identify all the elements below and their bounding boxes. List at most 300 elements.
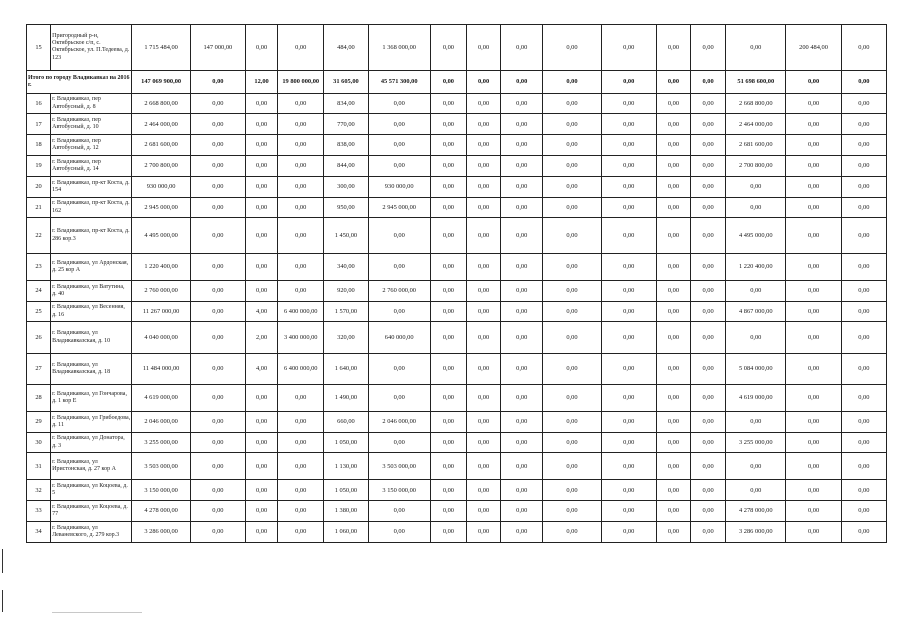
value-cell: 0,00: [656, 197, 690, 218]
scan-margin-mark: [2, 590, 3, 612]
table-row: [27, 25, 887, 71]
value-cell: 0,00: [430, 93, 466, 114]
value-cell: 0,00: [278, 384, 324, 411]
value-cell: 0,00: [466, 301, 500, 322]
value-cell: 0,00: [786, 93, 841, 114]
value-cell: 0,00: [430, 114, 466, 135]
value-cell: 0,00: [601, 176, 656, 197]
address-cell: г. Владикавказ, ул Грибоедова, д. 11: [51, 411, 132, 432]
value-cell: 0,00: [726, 25, 786, 71]
value-cell: 0,00: [246, 197, 278, 218]
value-cell: 770,00: [324, 114, 368, 135]
address-cell: г. Владикавказ, пер Автобусный, д. 14: [51, 156, 132, 177]
row-number: 19: [27, 156, 51, 177]
value-cell: 0,00: [786, 253, 841, 280]
value-cell: 0,00: [190, 93, 245, 114]
document-page: [26, 24, 887, 543]
table-row: [27, 197, 887, 218]
value-cell: 0,00: [190, 280, 245, 301]
value-cell: 0,00: [841, 301, 886, 322]
value-cell: 0,00: [430, 411, 466, 432]
value-cell: 200 484,00: [786, 25, 841, 71]
value-cell: 0,00: [656, 280, 690, 301]
value-cell: 0,00: [190, 501, 245, 522]
value-cell: 0,00: [691, 70, 726, 93]
value-cell: 0,00: [786, 156, 841, 177]
value-cell: 0,00: [501, 280, 543, 301]
value-cell: 2 760 000,00: [368, 280, 430, 301]
value-cell: 0,00: [786, 114, 841, 135]
value-cell: 0,00: [691, 176, 726, 197]
value-cell: 0,00: [278, 453, 324, 480]
value-cell: 0,00: [726, 480, 786, 501]
value-cell: 0,00: [190, 70, 245, 93]
value-cell: 0,00: [246, 218, 278, 253]
value-cell: 0,00: [466, 353, 500, 384]
value-cell: 6 400 000,00: [278, 301, 324, 322]
value-cell: 0,00: [691, 353, 726, 384]
value-cell: 0,00: [691, 301, 726, 322]
value-cell: 0,00: [601, 218, 656, 253]
value-cell: 0,00: [501, 384, 543, 411]
value-cell: 0,00: [841, 501, 886, 522]
value-cell: 0,00: [601, 114, 656, 135]
address-cell: г. Владикавказ, ул Весенняя, д. 16: [51, 301, 132, 322]
value-cell: 0,00: [246, 253, 278, 280]
table-row: [27, 322, 887, 353]
value-cell: 1 570,00: [324, 301, 368, 322]
value-cell: 0,00: [368, 253, 430, 280]
table-row: [27, 522, 887, 543]
value-cell: 2 760 000,00: [132, 280, 190, 301]
value-cell: 0,00: [543, 322, 601, 353]
value-cell: 844,00: [324, 156, 368, 177]
value-cell: 1 060,00: [324, 522, 368, 543]
value-cell: 0,00: [726, 322, 786, 353]
address-cell: г. Владикавказ, пр-кт Коста, д. 162: [51, 197, 132, 218]
value-cell: 0,00: [190, 353, 245, 384]
row-number: 21: [27, 197, 51, 218]
value-cell: 0,00: [430, 453, 466, 480]
scan-artifact-line: [52, 612, 142, 613]
value-cell: 0,00: [601, 197, 656, 218]
value-cell: 12,00: [246, 70, 278, 93]
value-cell: 0,00: [246, 156, 278, 177]
value-cell: 0,00: [841, 453, 886, 480]
value-cell: 0,00: [841, 522, 886, 543]
value-cell: 0,00: [501, 176, 543, 197]
value-cell: 0,00: [278, 411, 324, 432]
value-cell: 950,00: [324, 197, 368, 218]
value-cell: 0,00: [246, 384, 278, 411]
value-cell: 3 255 000,00: [132, 432, 190, 453]
value-cell: 0,00: [430, 384, 466, 411]
value-cell: 0,00: [543, 501, 601, 522]
value-cell: 0,00: [501, 453, 543, 480]
value-cell: 0,00: [501, 218, 543, 253]
value-cell: 0,00: [466, 25, 500, 71]
value-cell: 0,00: [786, 411, 841, 432]
value-cell: 2 681 600,00: [726, 135, 786, 156]
value-cell: 0,00: [601, 93, 656, 114]
table-row: [27, 280, 887, 301]
value-cell: 3 286 000,00: [132, 522, 190, 543]
value-cell: 0,00: [278, 480, 324, 501]
value-cell: 0,00: [430, 280, 466, 301]
row-number: 24: [27, 280, 51, 301]
value-cell: 0,00: [466, 501, 500, 522]
row-number: 18: [27, 135, 51, 156]
value-cell: 0,00: [501, 25, 543, 71]
value-cell: 0,00: [501, 432, 543, 453]
value-cell: 0,00: [691, 253, 726, 280]
value-cell: 0,00: [786, 384, 841, 411]
value-cell: 0,00: [246, 411, 278, 432]
value-cell: 0,00: [368, 156, 430, 177]
value-cell: 0,00: [841, 93, 886, 114]
value-cell: 0,00: [601, 25, 656, 71]
value-cell: 0,00: [786, 301, 841, 322]
value-cell: 0,00: [786, 501, 841, 522]
value-cell: 0,00: [430, 135, 466, 156]
value-cell: 31 605,00: [324, 70, 368, 93]
value-cell: 0,00: [466, 135, 500, 156]
address-cell: г. Владикавказ, ул Владикавказская, д. 18: [51, 353, 132, 384]
value-cell: 0,00: [841, 176, 886, 197]
value-cell: 0,00: [430, 522, 466, 543]
value-cell: 0,00: [656, 70, 690, 93]
row-number: 26: [27, 322, 51, 353]
value-cell: 0,00: [601, 135, 656, 156]
value-cell: 0,00: [841, 280, 886, 301]
value-cell: 0,00: [466, 197, 500, 218]
scan-margin-mark: [2, 549, 3, 573]
table-body: [27, 25, 887, 543]
address-cell: г. Владикавказ, ул Коцоева, д. 77: [51, 501, 132, 522]
value-cell: 660,00: [324, 411, 368, 432]
row-number: 23: [27, 253, 51, 280]
value-cell: 0,00: [656, 176, 690, 197]
value-cell: 0,00: [246, 480, 278, 501]
value-cell: 0,00: [601, 480, 656, 501]
value-cell: 0,00: [726, 197, 786, 218]
value-cell: 0,00: [691, 135, 726, 156]
value-cell: 0,00: [656, 156, 690, 177]
value-cell: 0,00: [466, 114, 500, 135]
value-cell: 0,00: [691, 501, 726, 522]
value-cell: 0,00: [368, 93, 430, 114]
value-cell: 484,00: [324, 25, 368, 71]
table-row: [27, 114, 887, 135]
address-cell: г. Владикавказ, ул Владикавказская, д. 10: [51, 322, 132, 353]
table-row: [27, 480, 887, 501]
value-cell: 0,00: [656, 384, 690, 411]
value-cell: 0,00: [501, 135, 543, 156]
value-cell: 4 040 000,00: [132, 322, 190, 353]
value-cell: 0,00: [501, 353, 543, 384]
value-cell: 0,00: [278, 176, 324, 197]
address-cell: г. Владикавказ, пер Автобусный, д. 10: [51, 114, 132, 135]
value-cell: 0,00: [190, 253, 245, 280]
value-cell: 0,00: [841, 135, 886, 156]
value-cell: 0,00: [190, 453, 245, 480]
value-cell: 0,00: [430, 322, 466, 353]
value-cell: 2 945 000,00: [368, 197, 430, 218]
value-cell: 0,00: [430, 197, 466, 218]
value-cell: 0,00: [841, 384, 886, 411]
value-cell: 0,00: [466, 322, 500, 353]
value-cell: 0,00: [691, 384, 726, 411]
value-cell: 0,00: [368, 218, 430, 253]
value-cell: 0,00: [656, 114, 690, 135]
value-cell: 0,00: [786, 135, 841, 156]
address-cell: Пригородный р-н, Октябрьское с/п, с. Октябрьское, ул. П.Тедеева, д. 123: [51, 25, 132, 71]
value-cell: 300,00: [324, 176, 368, 197]
value-cell: 0,00: [691, 25, 726, 71]
value-cell: 0,00: [786, 353, 841, 384]
value-cell: 0,00: [726, 176, 786, 197]
value-cell: 0,00: [543, 93, 601, 114]
value-cell: 0,00: [278, 197, 324, 218]
value-cell: 0,00: [466, 522, 500, 543]
value-cell: 0,00: [190, 411, 245, 432]
value-cell: 0,00: [190, 480, 245, 501]
value-cell: 0,00: [430, 301, 466, 322]
value-cell: 0,00: [543, 25, 601, 71]
value-cell: 1 130,00: [324, 453, 368, 480]
value-cell: 0,00: [841, 353, 886, 384]
value-cell: 0,00: [190, 384, 245, 411]
value-cell: 0,00: [543, 522, 601, 543]
address-cell: г. Владикавказ, ул Гончарова, д. 1 кор Е: [51, 384, 132, 411]
value-cell: 0,00: [691, 114, 726, 135]
value-cell: 5 084 000,00: [726, 353, 786, 384]
address-cell: г. Владикавказ, ул Леваневского, д. 279 кор.3: [51, 522, 132, 543]
row-number: 31: [27, 453, 51, 480]
value-cell: 0,00: [691, 218, 726, 253]
value-cell: 0,00: [691, 453, 726, 480]
address-cell: г. Владикавказ, пер Автобусный, д. 8: [51, 93, 132, 114]
value-cell: 0,00: [786, 322, 841, 353]
value-cell: 340,00: [324, 253, 368, 280]
value-cell: 1 220 400,00: [132, 253, 190, 280]
value-cell: 0,00: [691, 522, 726, 543]
value-cell: 0,00: [190, 176, 245, 197]
value-cell: 4,00: [246, 353, 278, 384]
row-number: 17: [27, 114, 51, 135]
value-cell: 0,00: [246, 522, 278, 543]
value-cell: 1 450,00: [324, 218, 368, 253]
value-cell: 0,00: [841, 114, 886, 135]
value-cell: 1 220 400,00: [726, 253, 786, 280]
value-cell: 0,00: [543, 411, 601, 432]
value-cell: 1 640,00: [324, 353, 368, 384]
value-cell: 0,00: [368, 135, 430, 156]
row-number: 16: [27, 93, 51, 114]
value-cell: 0,00: [841, 197, 886, 218]
row-number: 27: [27, 353, 51, 384]
value-cell: 2,00: [246, 322, 278, 353]
value-cell: 2 668 800,00: [726, 93, 786, 114]
value-cell: 3 286 000,00: [726, 522, 786, 543]
value-cell: 0,00: [656, 135, 690, 156]
value-cell: 0,00: [543, 176, 601, 197]
value-cell: 920,00: [324, 280, 368, 301]
value-cell: 0,00: [656, 25, 690, 71]
value-cell: 0,00: [691, 480, 726, 501]
row-number: 30: [27, 432, 51, 453]
value-cell: 0,00: [246, 280, 278, 301]
value-cell: 0,00: [466, 253, 500, 280]
value-cell: 0,00: [656, 522, 690, 543]
value-cell: 3 400 000,00: [278, 322, 324, 353]
value-cell: 0,00: [841, 253, 886, 280]
value-cell: 930 000,00: [132, 176, 190, 197]
row-number: 20: [27, 176, 51, 197]
value-cell: 0,00: [786, 453, 841, 480]
value-cell: 4,00: [246, 301, 278, 322]
value-cell: 0,00: [543, 135, 601, 156]
value-cell: 0,00: [601, 253, 656, 280]
table-row: [27, 411, 887, 432]
value-cell: 0,00: [368, 501, 430, 522]
value-cell: 0,00: [368, 522, 430, 543]
value-cell: 0,00: [466, 453, 500, 480]
value-cell: 4 495 000,00: [132, 218, 190, 253]
value-cell: 4 619 000,00: [132, 384, 190, 411]
value-cell: 0,00: [601, 432, 656, 453]
value-cell: 0,00: [368, 432, 430, 453]
value-cell: 0,00: [656, 411, 690, 432]
value-cell: 45 571 300,00: [368, 70, 430, 93]
value-cell: 0,00: [543, 156, 601, 177]
value-cell: 0,00: [278, 218, 324, 253]
value-cell: 2 945 000,00: [132, 197, 190, 218]
address-cell: г. Владикавказ, пр-кт Коста, д. 286 кор.3: [51, 218, 132, 253]
value-cell: 0,00: [278, 522, 324, 543]
value-cell: 0,00: [786, 70, 841, 93]
value-cell: 19 800 000,00: [278, 70, 324, 93]
value-cell: 0,00: [190, 135, 245, 156]
value-cell: 0,00: [656, 353, 690, 384]
value-cell: 0,00: [691, 411, 726, 432]
table-row: [27, 453, 887, 480]
value-cell: 0,00: [543, 70, 601, 93]
value-cell: 0,00: [656, 253, 690, 280]
value-cell: 0,00: [278, 25, 324, 71]
table-row: [27, 432, 887, 453]
value-cell: 0,00: [656, 322, 690, 353]
value-cell: 0,00: [466, 176, 500, 197]
row-number: 28: [27, 384, 51, 411]
value-cell: 0,00: [278, 501, 324, 522]
value-cell: 0,00: [656, 453, 690, 480]
value-cell: 4 278 000,00: [132, 501, 190, 522]
value-cell: 640 000,00: [368, 322, 430, 353]
value-cell: 51 698 600,00: [726, 70, 786, 93]
value-cell: 4 867 000,00: [726, 301, 786, 322]
value-cell: 0,00: [601, 322, 656, 353]
value-cell: 0,00: [501, 197, 543, 218]
value-cell: 0,00: [841, 432, 886, 453]
value-cell: 0,00: [430, 176, 466, 197]
value-cell: 0,00: [841, 411, 886, 432]
value-cell: 0,00: [190, 114, 245, 135]
table-row: [27, 135, 887, 156]
value-cell: 0,00: [246, 501, 278, 522]
value-cell: 0,00: [656, 93, 690, 114]
value-cell: 0,00: [278, 432, 324, 453]
value-cell: 0,00: [691, 432, 726, 453]
row-number: 25: [27, 301, 51, 322]
value-cell: 0,00: [368, 384, 430, 411]
table-row: [27, 176, 887, 197]
value-cell: 2 700 800,00: [132, 156, 190, 177]
value-cell: 0,00: [656, 301, 690, 322]
value-cell: 1 050,00: [324, 480, 368, 501]
value-cell: 0,00: [501, 501, 543, 522]
value-cell: 0,00: [841, 218, 886, 253]
value-cell: 0,00: [501, 522, 543, 543]
row-number: 22: [27, 218, 51, 253]
table-row: [27, 156, 887, 177]
value-cell: 0,00: [786, 522, 841, 543]
value-cell: 0,00: [726, 280, 786, 301]
value-cell: 0,00: [246, 176, 278, 197]
value-cell: 0,00: [543, 197, 601, 218]
value-cell: 0,00: [656, 501, 690, 522]
value-cell: 0,00: [786, 480, 841, 501]
table-row: [27, 218, 887, 253]
value-cell: 0,00: [841, 70, 886, 93]
value-cell: 0,00: [466, 480, 500, 501]
value-cell: 0,00: [786, 176, 841, 197]
value-cell: 0,00: [501, 480, 543, 501]
value-cell: 0,00: [278, 114, 324, 135]
value-cell: 0,00: [501, 156, 543, 177]
address-cell: г. Владикавказ, ул Иристонская, д. 27 кор А: [51, 453, 132, 480]
value-cell: 0,00: [278, 93, 324, 114]
table-row: [27, 253, 887, 280]
address-cell: г. Владикавказ, ул Донатора, д. 3: [51, 432, 132, 453]
value-cell: 0,00: [656, 480, 690, 501]
value-cell: 0,00: [841, 322, 886, 353]
value-cell: 0,00: [466, 432, 500, 453]
value-cell: 0,00: [190, 218, 245, 253]
address-cell: г. Владикавказ, ул Коцоева, д. 5: [51, 480, 132, 501]
value-cell: 0,00: [601, 522, 656, 543]
value-cell: 11 484 000,00: [132, 353, 190, 384]
value-cell: 1 490,00: [324, 384, 368, 411]
value-cell: 0,00: [466, 280, 500, 301]
value-cell: 0,00: [726, 453, 786, 480]
row-number: 29: [27, 411, 51, 432]
value-cell: 0,00: [841, 25, 886, 71]
value-cell: 3 503 000,00: [132, 453, 190, 480]
value-cell: 0,00: [501, 301, 543, 322]
address-cell: г. Владикавказ, пер Автобусный, д. 12: [51, 135, 132, 156]
value-cell: 0,00: [656, 218, 690, 253]
value-cell: 0,00: [278, 156, 324, 177]
value-cell: 0,00: [278, 135, 324, 156]
value-cell: 0,00: [841, 156, 886, 177]
value-cell: 0,00: [430, 156, 466, 177]
value-cell: 0,00: [543, 384, 601, 411]
value-cell: 0,00: [543, 480, 601, 501]
value-cell: 0,00: [691, 156, 726, 177]
value-cell: 0,00: [601, 301, 656, 322]
address-cell: г. Владикавказ, пр-кт Коста, д. 154: [51, 176, 132, 197]
